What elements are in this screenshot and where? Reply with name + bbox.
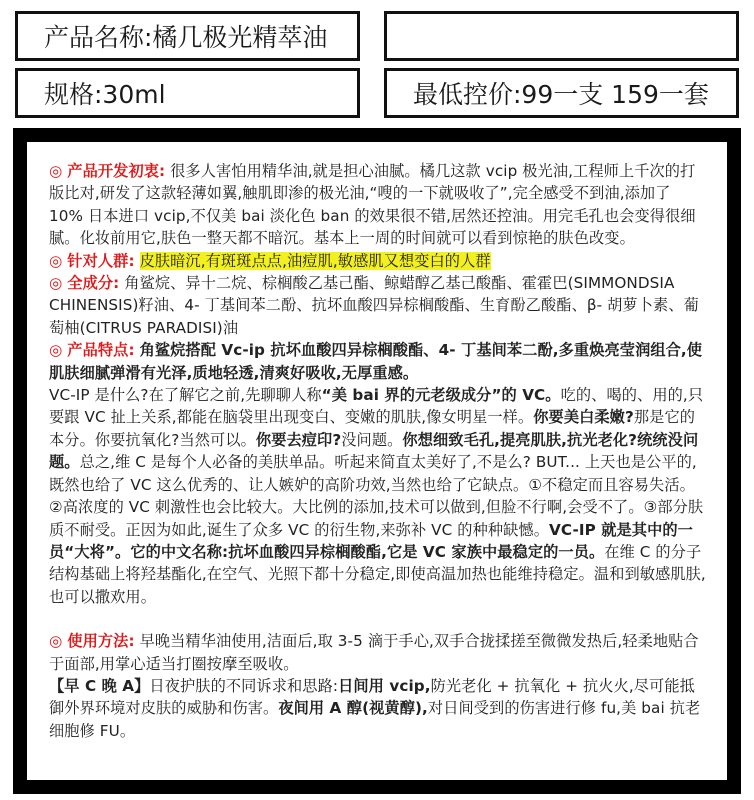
vc-part: VC-IP 就是其中的一员“大将”。它的中文名称:抗坏血酸四异棕榈酸酯,它是 VC 家族中最稳定的一员。 bbox=[49, 520, 693, 561]
vc-part: 那是它的本分。你要抗氧化?当然可以。 bbox=[49, 408, 696, 449]
features-label: 产品特点: bbox=[67, 341, 135, 360]
usage-text: 早晚当精华油使用,洁面后,取 3-5 滴于手心,双手合拢揉搓至微微发热后,轻柔地贴合于面部,用掌心适当打圈按摩至吸收。 bbox=[49, 632, 699, 673]
dev-label: 产品开发初衷: bbox=[67, 162, 166, 180]
empty-box bbox=[384, 11, 739, 61]
price: 最低控价:99一支 159一套 bbox=[413, 80, 709, 109]
product-name: 产品名称:橘几极光精萃油 bbox=[44, 23, 328, 52]
am-pm-paragraph bbox=[49, 675, 707, 742]
vc-part: 你要去痘印? bbox=[255, 430, 342, 449]
target-paragraph bbox=[49, 250, 707, 272]
ingredients-label: 全成分: bbox=[67, 274, 120, 293]
am-pm-part: 日夜护肤的不同诉求和思路: bbox=[149, 676, 339, 695]
vc-part: 没问题。 bbox=[341, 430, 403, 449]
target-text: 皮肤暗沉,有斑斑点点,油痘肌,敏感肌又想变白的人群 bbox=[139, 251, 491, 270]
vc-paragraph bbox=[49, 384, 707, 608]
paragraph-gap bbox=[49, 608, 707, 630]
vc-part: “美 bai 界的元老级成分”的 VC。 bbox=[321, 386, 561, 405]
vc-part: 你想细致毛孔,提亮肌肤,抗光老化?统统没问题。 bbox=[49, 430, 699, 472]
target-label: 针对人群: bbox=[67, 251, 135, 270]
dev-text: 很多人害怕用精华油,就是担心油腻。橘几这款 vcip 极光油,工程师上千次的打版比对,研发了这款轻薄如翼,触肌即渗的极光油,“嗖的一下就吸收了”,完全感受不到油,添加了 10% 日本进口 vcip,不仅美 bai 淡化色 ban 的效果很不错,居然还控油。用完毛孔也会变得很细腻。化妆前用它,肤色一整天都不暗沉。基本上一周的时间就可以看到惊艳的肤色改变。 bbox=[49, 162, 696, 248]
am-pm-part: 夜间用 A 醇(视黄醇), bbox=[278, 699, 428, 718]
vc-part: VC-IP 是什么?在了解它之前,先聊聊人称 bbox=[49, 386, 322, 405]
bullet-icon: ◎ bbox=[49, 274, 63, 293]
am-pm-part: 日间用 vcip, bbox=[338, 676, 431, 695]
product-name-box bbox=[15, 11, 360, 61]
bullet-icon: ◎ bbox=[49, 341, 63, 360]
spec: 规格:30ml bbox=[44, 80, 166, 109]
vc-part: 在维 C 的分子结构基础上将羟基酯化,在空气、光照下都十分稳定,即使高温加热也能维持稳定。温和到敏感肌肤,也可以撒欢用。 bbox=[49, 542, 706, 606]
features-text: 角鲨烷搭配 Vc-ip 抗坏血酸四异棕榈酸酯、4- 丁基间苯二酚,多重焕亮莹润组合,使肌肤细腻弹滑有光泽,质地轻透,清爽好吸收,无厚重感。 bbox=[49, 341, 703, 382]
vc-part: 吃的、喝的、用的,只要跟 VC 扯上关系,都能在脑袋里出现变白、变嫩的肌肤,像女明星一样。 bbox=[49, 386, 704, 427]
description-text bbox=[49, 160, 707, 742]
am-pm-part: 防光老化 + 抗氧化 + 抗火火,尽可能抵御外界环境对皮肤的威胁和伤害。 bbox=[49, 676, 695, 718]
spec-box bbox=[15, 68, 360, 118]
bullet-icon: ◎ bbox=[49, 632, 63, 651]
ingredients-paragraph bbox=[49, 272, 707, 339]
bullet-icon: ◎ bbox=[49, 162, 63, 180]
usage-label: 使用方法: bbox=[67, 632, 135, 651]
bullet-icon: ◎ bbox=[49, 251, 63, 270]
vc-part: 你要美白柔嫩? bbox=[533, 408, 634, 427]
features-paragraph bbox=[49, 339, 707, 384]
description-panel bbox=[13, 128, 741, 794]
am-pm-part: 【早 C 晚 A】 bbox=[49, 676, 150, 695]
am-pm-part: 对日间受到的伤害进行修 fu,美 bai 抗老细胞修 FU。 bbox=[49, 699, 701, 740]
dev-paragraph bbox=[49, 160, 707, 250]
ingredients-text: 角鲨烷、异十二烷、棕榈酸乙基己酯、鲸蜡醇乙基己酸酯、霍霍巴(SIMMONDSIA CHINENSIS)籽油、4- 丁基间苯二酚、抗坏血酸四异棕榈酸酯、生育酚乙酸酯、β- 胡萝卜素、葡萄柚(CITRUS PARADISI)油 bbox=[49, 274, 699, 337]
price-box bbox=[384, 68, 739, 118]
vc-part: 总之,维 C 是每个人必备的美肤单品。听起来简直太美好了,不是么? BUT... 上天也是公平的,既然也给了 VC 这么优秀的、让人嫉妒的高阶功效,当然也给了它缺点。①不稳定而且容易失活。②高浓度的 VC 刺激性也会比较大。大比例的添加,技术可以做到,但脸不行啊,会受不了。③部分肤质不耐受。正因为如此,诞生了众多 VC 的衍生物,来弥补 VC 的种种缺憾。 bbox=[49, 453, 704, 539]
usage-paragraph bbox=[49, 630, 707, 675]
